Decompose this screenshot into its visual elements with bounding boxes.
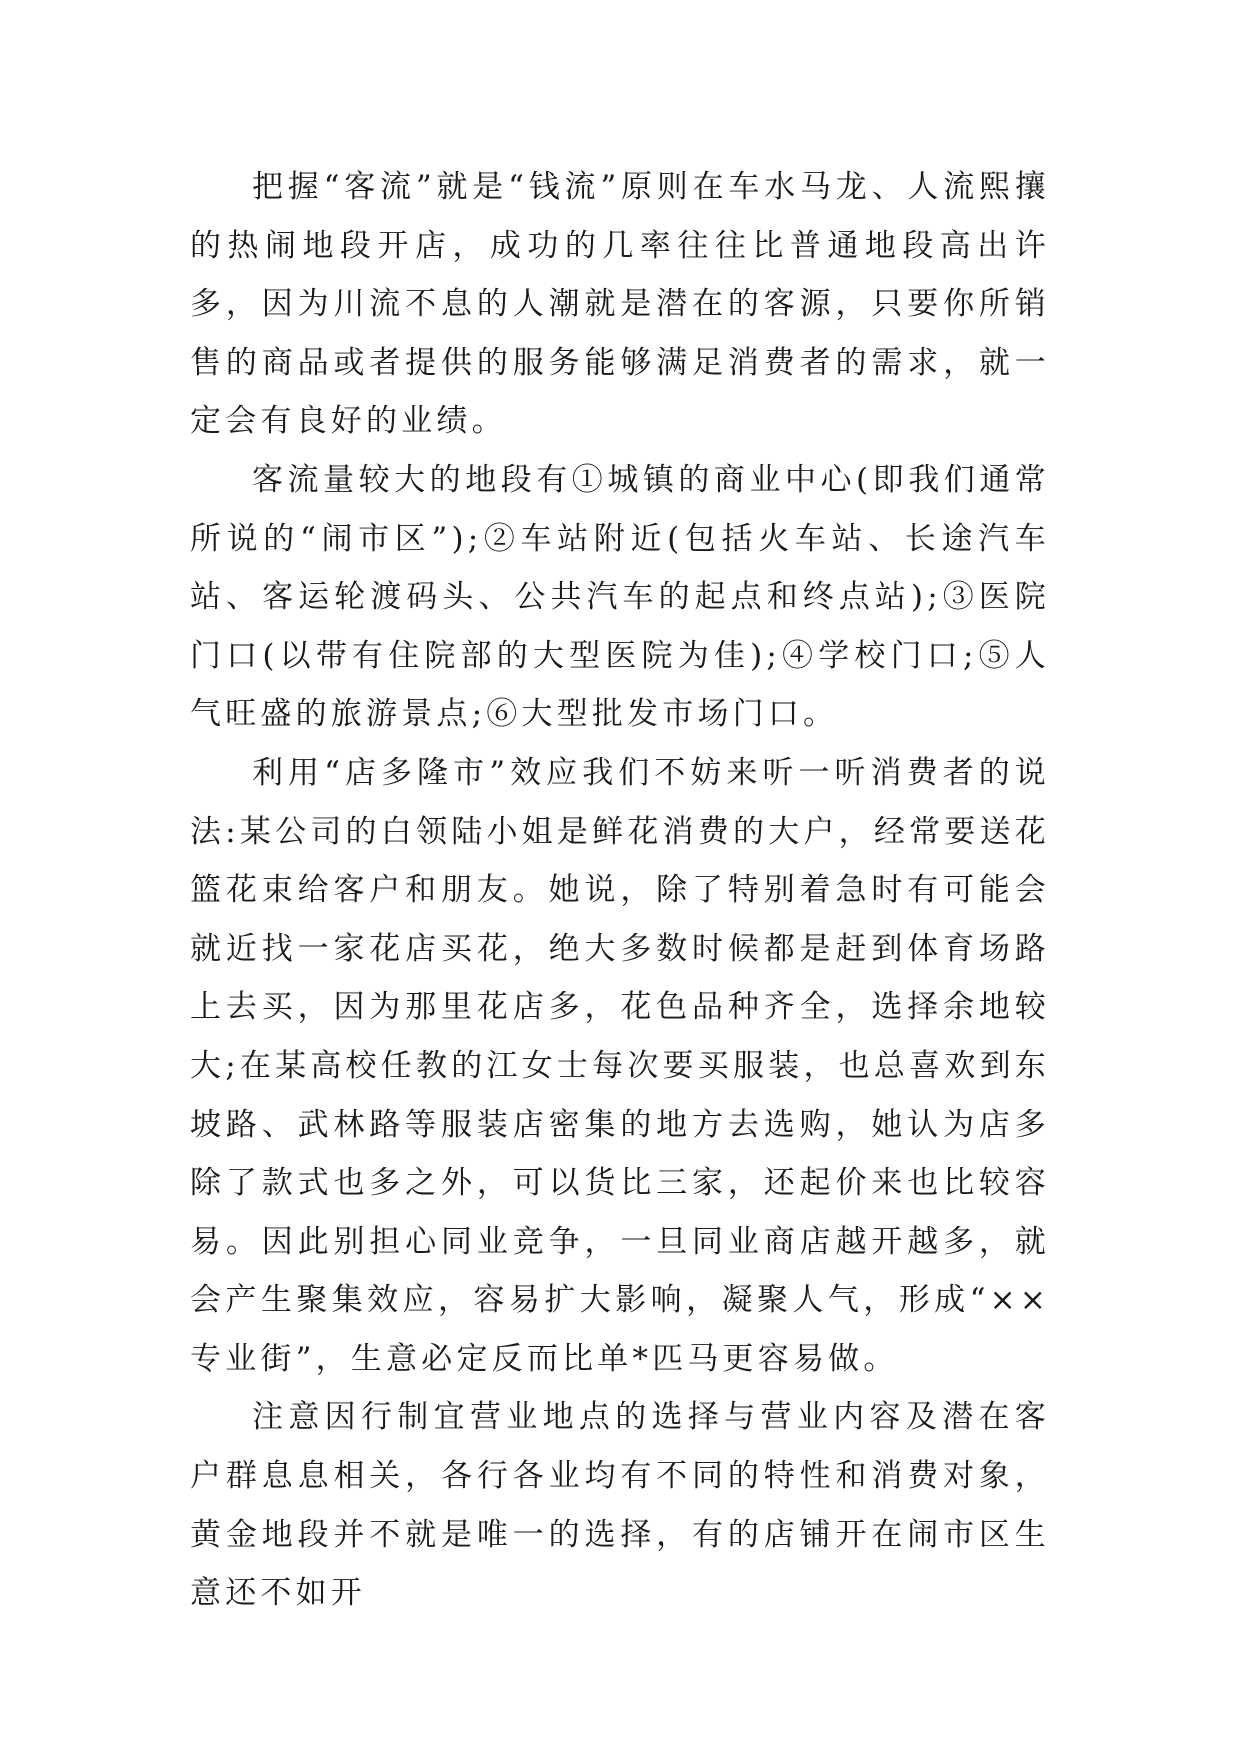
- paragraph-high-traffic-locations: 客流量较大的地段有①城镇的商业中心(即我们通常所说的“闹市区”);②车站附近(包括火车站、长途汽车站、客运轮渡码头、公共汽车的起点和终点站);③医院门口(以带有住院部的大型医院为佳);④学校门口;⑤人气旺盛的旅游景点;⑥大型批发市场门口。: [190, 461, 1050, 733]
- document-page: [190, 158, 1050, 1623]
- paragraph-store-cluster-effect: 利用“店多隆市”效应我们不妨来听一听消费者的说法:某公司的白领陆小姐是鲜花消费的大户，经常要送花篮花束给客户和朋友。她说，除了特别着急时有可能会就近找一家花店买花，绝大多数时候都是赶到体育场路上去买，因为那里花店多，花色品种齐全，选择余地较大;在某高校任教的江女士每次要买服装，也总喜欢到东坡路、武林路等服装店密集的地方去选购，她认为店多除了款式也多之外，可以货比三家，还起价来也比较容易。因此别担心同业竞争，一旦同业商店越开越多，就会产生聚集效应，容易扩大影响，凝聚人气，形成“××专业街”，生意必定反而比单*匹马更容易做。: [190, 754, 1050, 1377]
- paragraph-location-by-industry: 注意因行制宜营业地点的选择与营业内容及潜在客户群息息相关，各行各业均有不同的特性和消费对象，黄金地段并不就是唯一的选择，有的店铺开在闹市区生意还不如开: [190, 1399, 1050, 1612]
- paragraph-customer-flow: 把握“客流”就是“钱流”原则在车水马龙、人流熙攘的热闹地段开店，成功的几率往往比普通地段高出许多，因为川流不息的人潮就是潜在的客源，只要你所销售的商品或者提供的服务能够满足消费者的需求，就一定会有良好的业绩。: [190, 169, 1050, 440]
